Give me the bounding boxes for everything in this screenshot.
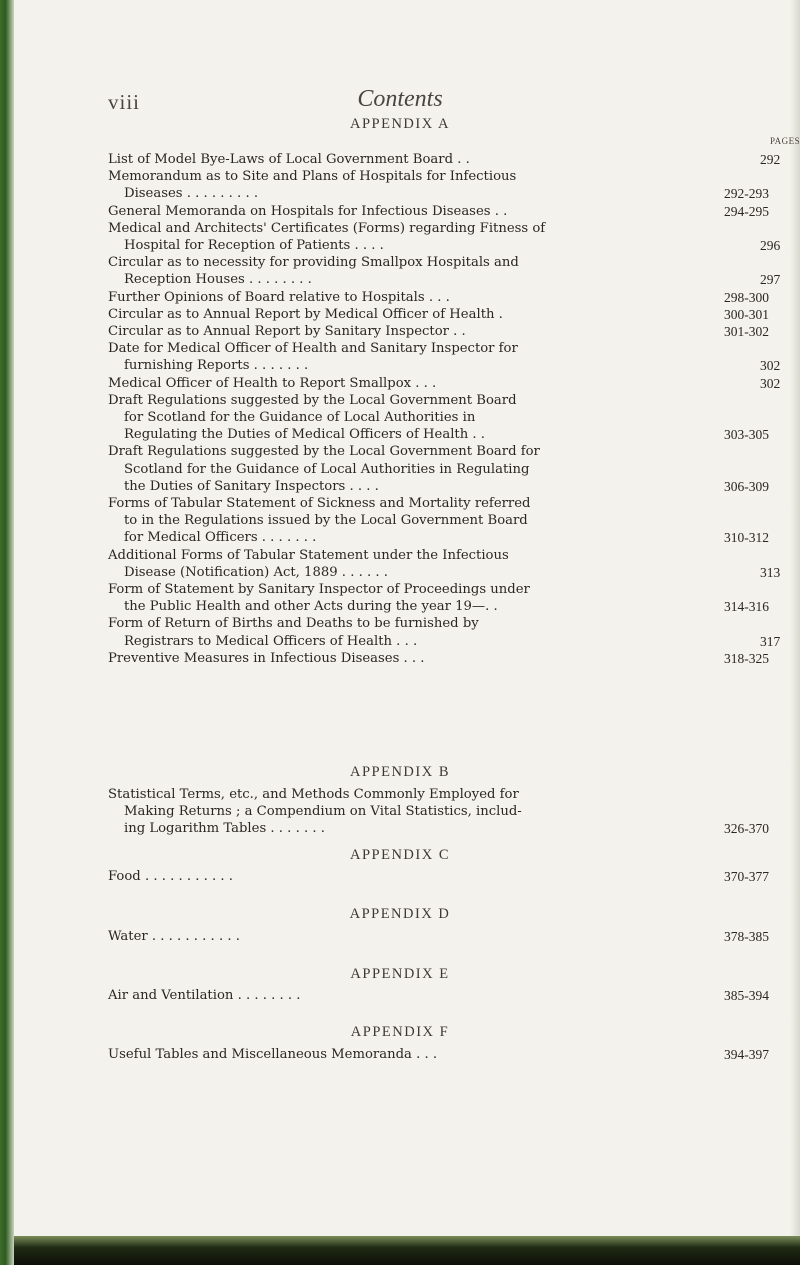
toc-entry	[0, 151, 800, 168]
toc-entry-text: Statistical Terms, etc., and Methods Commonly Employed for	[108, 787, 519, 802]
toc-entry-text: Draft Regulations suggested by the Local Government Board	[108, 392, 517, 408]
toc-entry-pages: 394-397	[724, 1047, 769, 1062]
toc-entry-pages: 298-300	[724, 289, 769, 305]
toc-entry-pages: 310-312	[724, 530, 769, 546]
toc-entry-pages: 318-325	[724, 650, 769, 666]
toc-entry-text: Air and Ventilation . . . . . . . .	[108, 988, 301, 1003]
appendix-a-title: APPENDIX A	[350, 116, 450, 132]
toc-entry	[0, 168, 800, 202]
toc-entry-text: Additional Forms of Tabular Statement under the Infectious	[108, 547, 509, 563]
toc-entry-pages: 297	[760, 272, 781, 288]
toc-entry	[0, 254, 800, 288]
toc-entry	[0, 581, 800, 615]
toc-entry-text: ing Logarithm Tables . . . . . . .	[124, 821, 325, 837]
appendix-c-title: APPENDIX C	[350, 847, 450, 863]
running-title: Contents	[357, 86, 443, 112]
toc-entry	[0, 375, 800, 392]
toc-entry	[0, 323, 800, 340]
toc-entry-text: Registrars to Medical Officers of Health . . .	[124, 633, 418, 649]
toc-entry	[0, 650, 800, 667]
toc-entry-text: General Memoranda on Hospitals for Infectious Diseases . .	[108, 203, 508, 219]
toc-entry-pages: 370-377	[724, 869, 769, 884]
toc-entry-text: Making Returns ; a Compendium on Vital Statistics, includ-	[124, 804, 522, 820]
toc-entry	[0, 220, 800, 254]
toc-entry-pages: 296	[760, 237, 781, 253]
page-header	[0, 84, 800, 118]
toc-entry-text: Preventive Measures in Infectious Diseases . . .	[108, 650, 425, 666]
toc-entry-text: the Duties of Sanitary Inspectors . . . .	[124, 478, 379, 494]
toc-entry-text: List of Model Bye-Laws of Local Government Board . .	[108, 152, 470, 167]
toc-entry	[0, 786, 800, 838]
toc-entry-text: the Public Health and other Acts during the year 19—. .	[124, 599, 498, 615]
toc-entry	[0, 1046, 800, 1063]
toc-entry-pages: 314-316	[724, 599, 769, 615]
toc-entry-text: Memorandum as to Site and Plans of Hospitals for Infectious	[108, 169, 517, 185]
toc-entry-text: Scotland for the Guidance of Local Authorities in Regulating	[124, 461, 530, 477]
appendix-d-title: APPENDIX D	[349, 906, 451, 922]
toc-entry-text: Circular as to Annual Report by Sanitary Inspector . .	[108, 324, 466, 339]
toc-entry-text: Diseases . . . . . . . . .	[124, 186, 259, 202]
toc-entry-text: Medical Officer of Health to Report Smallpox . . .	[108, 375, 437, 391]
toc-entry-pages: 294-295	[724, 203, 769, 219]
toc-entry-pages: 303-305	[724, 427, 769, 443]
toc-entry-pages: 302	[760, 358, 781, 374]
toc-entry	[0, 868, 800, 885]
pages-column-heading: PAGES	[770, 136, 800, 146]
toc-entry-text: Circular as to necessity for providing Smallpox Hospitals and	[108, 255, 519, 271]
appendix-b-title: APPENDIX B	[350, 764, 450, 780]
toc-entry-pages: 300-301	[724, 306, 769, 322]
toc-entry-text: Form of Statement by Sanitary Inspector of Proceedings under	[108, 582, 530, 597]
toc-entry-text: Regulating the Duties of Medical Officers of Health . .	[124, 427, 485, 443]
toc-entry-text: Hospital for Reception of Patients . . . .	[124, 237, 384, 253]
toc-entry-text: Date for Medical Officer of Health and Sanitary Inspector for	[108, 341, 518, 357]
toc-entry-pages: 301-302	[724, 324, 769, 339]
toc-entry-text: Forms of Tabular Statement of Sickness and Mortality referred	[108, 496, 531, 511]
toc-entry-text: Medical and Architects' Certificates (Forms) regarding Fitness of	[108, 220, 546, 236]
toc-entry-text: Further Opinions of Board relative to Hospitals . . .	[108, 289, 450, 305]
toc-entry-text: Disease (Notification) Act, 1889 . . . . . .	[124, 564, 388, 580]
appendix-e-title: APPENDIX E	[350, 966, 450, 982]
toc-entry	[0, 547, 800, 581]
toc-entry	[0, 340, 800, 374]
toc-entry	[0, 289, 800, 306]
toc-entry-pages: 313	[760, 564, 781, 580]
toc-entry	[0, 443, 800, 495]
toc-entry-text: Circular as to Annual Report by Medical Officer of Health .	[108, 306, 503, 322]
toc-entry	[0, 615, 800, 649]
toc-entry-text: Form of Return of Births and Deaths to be furnished by	[108, 616, 479, 632]
toc-entry-text: furnishing Reports . . . . . . .	[124, 358, 309, 374]
toc-entry	[0, 987, 800, 1004]
toc-entry-text: Reception Houses . . . . . . . .	[124, 272, 312, 288]
toc-entry	[0, 495, 800, 547]
toc-entry-text: Draft Regulations suggested by the Local Government Board for	[108, 444, 540, 460]
folio: viii	[108, 90, 141, 114]
toc-entry	[0, 928, 800, 945]
toc-entry-text: for Scotland for the Guidance of Local Authorities in	[124, 409, 476, 425]
toc-entry-pages: 292-293	[724, 186, 769, 202]
toc-entry-pages: 317	[760, 633, 781, 649]
toc-entry-pages: 292	[760, 152, 781, 167]
toc-entry-text: for Medical Officers . . . . . . .	[124, 530, 317, 546]
toc-entry-pages: 378-385	[724, 929, 769, 944]
toc-entry-text: to in the Regulations issued by the Local Government Board	[124, 513, 528, 529]
toc-entry-pages: 326-370	[724, 821, 769, 837]
toc-entry	[0, 203, 800, 220]
toc-entry	[0, 392, 800, 444]
appendix-f-title: APPENDIX F	[350, 1024, 450, 1040]
toc-entry-pages: 302	[760, 375, 781, 391]
page-edge-bottom	[14, 1236, 800, 1265]
toc-entry-pages: 306-309	[724, 478, 769, 494]
toc-entry-pages: 385-394	[724, 988, 769, 1003]
toc-entry-text: Useful Tables and Miscellaneous Memoranda . . .	[108, 1047, 438, 1062]
toc-entry	[0, 306, 800, 323]
toc-entry-text: Food . . . . . . . . . . .	[108, 869, 233, 884]
toc-entry-text: Water . . . . . . . . . . .	[108, 929, 240, 944]
